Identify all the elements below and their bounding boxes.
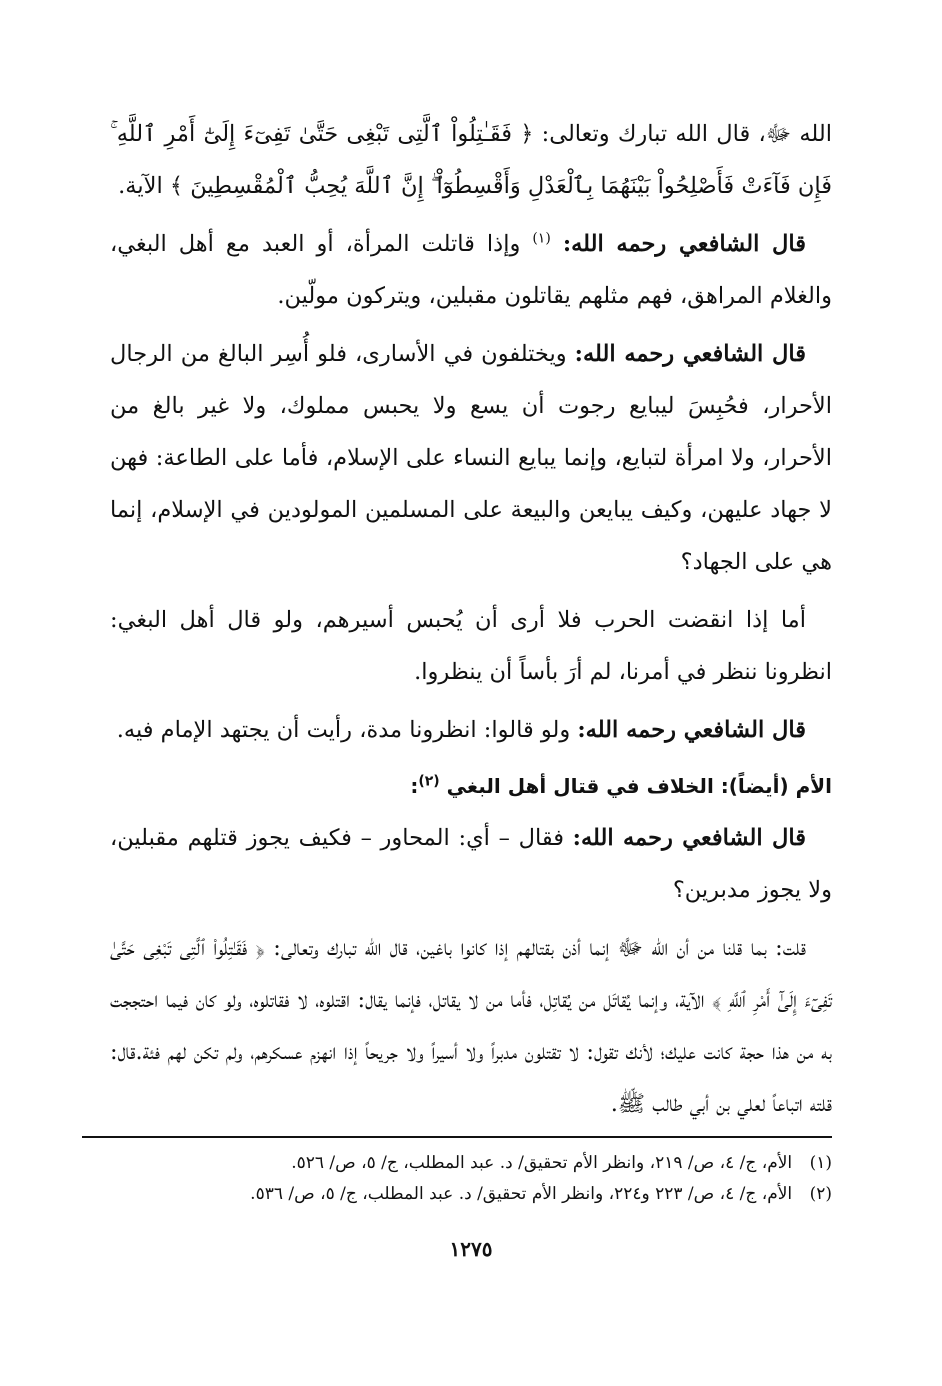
paragraph-7 [110, 922, 832, 1130]
footnote-separator [82, 1136, 832, 1138]
page-number: ١٢٧٥ [449, 1237, 493, 1261]
section-heading-suffix: : [410, 774, 419, 798]
paragraph-6-text: فقال – أي: المحاور – فكيف يجوز قتلهم مقبلين، ولا يجوز مدبرين؟ [110, 825, 832, 903]
footnote-1-text: الأم، ج/ ٤، ص/ ٢١٩، وانظر الأم تحقيق/ د. عبد المطلب، ج/ ٥، ص/ ٥٢٦. [291, 1153, 793, 1173]
paragraph-2-text: وإذا قاتلت المرأة، أو العبد مع أهل البغي، والغلام المراهق، فهم مثلهم يقاتلون مقبلين، ويتركون مولّين. [110, 231, 832, 309]
paragraph-4 [110, 594, 832, 698]
paragraph-3-text: ويختلفون في الأسارى، فلو أُسِر البالغ من الرجال الأحرار، فحُبِسَ ليبايع رجوت أن يسع ولا يحبس مملوك، ولا غير بالغ من الأحرار، ولا امرأة لتبايع، وإنما يبايع النساء على الإسلام، فأما على الطاعة: فهن لا جهاد عليهن، وكيف يبايعن والبيعة على المسلمين المولودين في الإسلام، إنما هي على الجهاد؟ [110, 341, 832, 575]
paragraph-7-text: قلت: بما قلنا من أن الله ﷻ إنما أذن بقتالهم إذا كانوا باغين، قال الله تبارك وتعالى: ﴿ فَقَـٰتِلُواْ ٱلَّتِى تَبْغِى حَتَّىٰ تَفِىٓءَ إِلَىٰٓ أَمْرِ ٱللَّهِ ﴾ الآية، وإنما يُقاتَل من يُقاتِل، فأما من لا يقاتل، فإنما يقال: اقتلوه، لا فقاتلوه، ولو كان فيما احتججت به من هذا حجة كانت عليك؛ لأنك تقول: لا تقتلون مدبراً ولا أسيراً ولا جريحاً إذا انهزم عسكرهم، ولم تكن لهم فئة.قال: قلته اتباعاً لعلي بن أبي طالب ﷺ. [110, 935, 832, 1117]
paragraph-4-text: أما إذا انقضت الحرب فلا أرى أن يُحبس أسيرهم، ولو قال أهل البغي: انظرونا ننظر في أمرنا، لم أرَ بأساً أن ينظروا. [110, 607, 832, 685]
paragraph-5 [110, 704, 832, 756]
paragraph-5-lead: قال الشافعي رحمه الله: [577, 717, 806, 743]
page-body [110, 108, 832, 1130]
paragraph-5-text: ولو قالوا: انظرونا مدة، رأيت أن يجتهد الإمام فيه. [116, 717, 571, 743]
footnote-2-text: الأم، ج/ ٤، ص/ ٢٢٣ و٢٢٤، وانظر الأم تحقيق/ د. عبد المطلب، ج/ ٥، ص/ ٥٣٦. [250, 1184, 793, 1204]
paragraph-2 [110, 218, 832, 322]
footnote-marker-1: (١) [532, 230, 551, 247]
paragraph-1-text: الله ﷻ، قال الله تبارك وتعالى: ﴿ فَقَـٰتِلُواْ ٱلَّتِى تَبْغِى حَتَّىٰ تَفِىٓءَ إِلَىٰٓ أَمْرِ ٱللَّهِ ۚ فَإِن فَآءَتْ فَأَصْلِحُواْ بَيْنَهُمَا بِٱلْعَدْلِ وَأَقْسِطُوٓاْ ۖ إِنَّ ٱللَّهَ يُحِبُّ ٱلْمُقْسِطِينَ ﴾ الآية. [110, 121, 832, 199]
footnote-1 [82, 1148, 832, 1179]
footnote-1-number: (١) [809, 1153, 832, 1173]
section-heading-text: الأم (أيضاً): الخلاف في قتال أهل البغي [446, 774, 832, 798]
paragraph-2-lead: قال الشافعي رحمه الله: [562, 231, 807, 257]
paragraph-1 [110, 108, 832, 212]
footnotes [82, 1148, 832, 1210]
footnote-2-number: (٢) [809, 1184, 832, 1204]
paragraph-3-lead: قال الشافعي رحمه الله: [574, 341, 806, 367]
paragraph-3 [110, 328, 832, 588]
paragraph-6 [110, 812, 832, 916]
footnote-marker-2: (٢) [418, 773, 440, 790]
section-heading [110, 760, 832, 812]
footnote-2 [82, 1179, 832, 1210]
paragraph-6-lead: قال الشافعي رحمه الله: [572, 825, 806, 851]
